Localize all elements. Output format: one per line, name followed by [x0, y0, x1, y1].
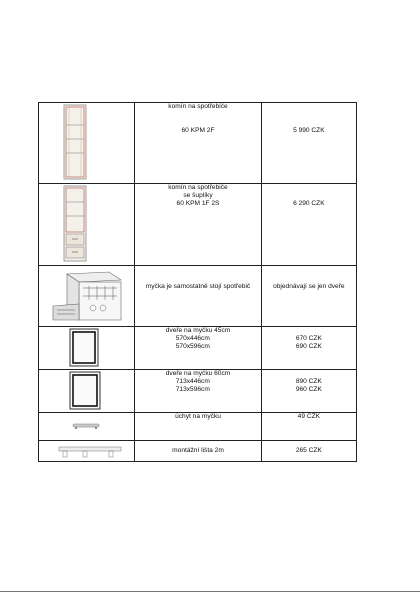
price-table — [38, 102, 357, 462]
description-cell — [135, 103, 261, 184]
table-row — [39, 413, 357, 441]
description-line: komín na spotřebiče — [168, 184, 228, 191]
table-row — [39, 327, 357, 370]
tall-cabinet-drawers-icon — [39, 184, 135, 265]
price-line: 670 CZK — [295, 335, 322, 342]
price-line: 690 CZK — [295, 343, 322, 350]
door-panel-icon — [39, 327, 135, 369]
description-line: myčka je samostatně stojí spotřebič — [145, 283, 251, 290]
table-row — [39, 184, 357, 266]
dishwasher-icon — [39, 266, 135, 326]
price-line: 265 CZK — [295, 447, 322, 454]
price-cell — [261, 413, 356, 441]
price-line: 6 290 CZK — [293, 200, 325, 207]
description-cell — [135, 370, 261, 413]
product-image-cell — [39, 413, 135, 441]
page-bottom-border — [0, 591, 420, 592]
description-line: 60 KPM 2F — [181, 127, 215, 134]
description-line — [135, 111, 260, 127]
price-cell — [261, 103, 356, 184]
description-line: 713x446cm — [175, 378, 210, 385]
price-line: 890 CZK — [295, 378, 322, 385]
description-line: 60 KPM 1F 2S — [176, 200, 220, 207]
table-row — [39, 370, 357, 413]
product-image-cell — [39, 441, 135, 462]
price-cell — [261, 266, 356, 327]
description-line: dveře na myčku 45cm — [165, 327, 231, 334]
description-line: úchyt na myčku — [175, 413, 221, 420]
table-row — [39, 266, 357, 327]
description-cell — [135, 327, 261, 370]
description-line: se šuplíky — [183, 192, 213, 199]
description-cell — [135, 266, 261, 327]
product-image-cell — [39, 327, 135, 370]
table-row — [39, 441, 357, 462]
table-row — [39, 103, 357, 184]
description-line: montážní lišta 2m — [172, 447, 224, 454]
handle-icon — [39, 413, 135, 440]
price-cell — [261, 327, 356, 370]
description-line: 570x446cm — [175, 335, 210, 342]
description-cell — [135, 184, 261, 266]
tall-cabinet-icon — [39, 103, 135, 183]
price-line: 49 CZK — [297, 413, 321, 420]
product-image-cell — [39, 370, 135, 413]
price-cell — [261, 370, 356, 413]
description-line: dveře na myčku 60cm — [165, 370, 231, 377]
description-cell — [135, 441, 261, 462]
price-line: 960 CZK — [295, 386, 322, 393]
description-cell — [135, 413, 261, 441]
price-cell — [261, 441, 356, 462]
price-line: 5 990 CZK — [293, 127, 325, 134]
door-panel-icon — [39, 370, 135, 412]
product-image-cell — [39, 184, 135, 266]
description-line: 570x596cm — [175, 343, 210, 350]
description-line: 713x596cm — [175, 386, 210, 393]
price-cell — [261, 184, 356, 266]
description-line: komín na spotřebiče — [168, 103, 228, 110]
product-image-cell — [39, 103, 135, 184]
mounting-rail-icon — [39, 441, 135, 461]
price-line: objednávají se jen dveře — [273, 283, 345, 290]
product-image-cell — [39, 266, 135, 327]
